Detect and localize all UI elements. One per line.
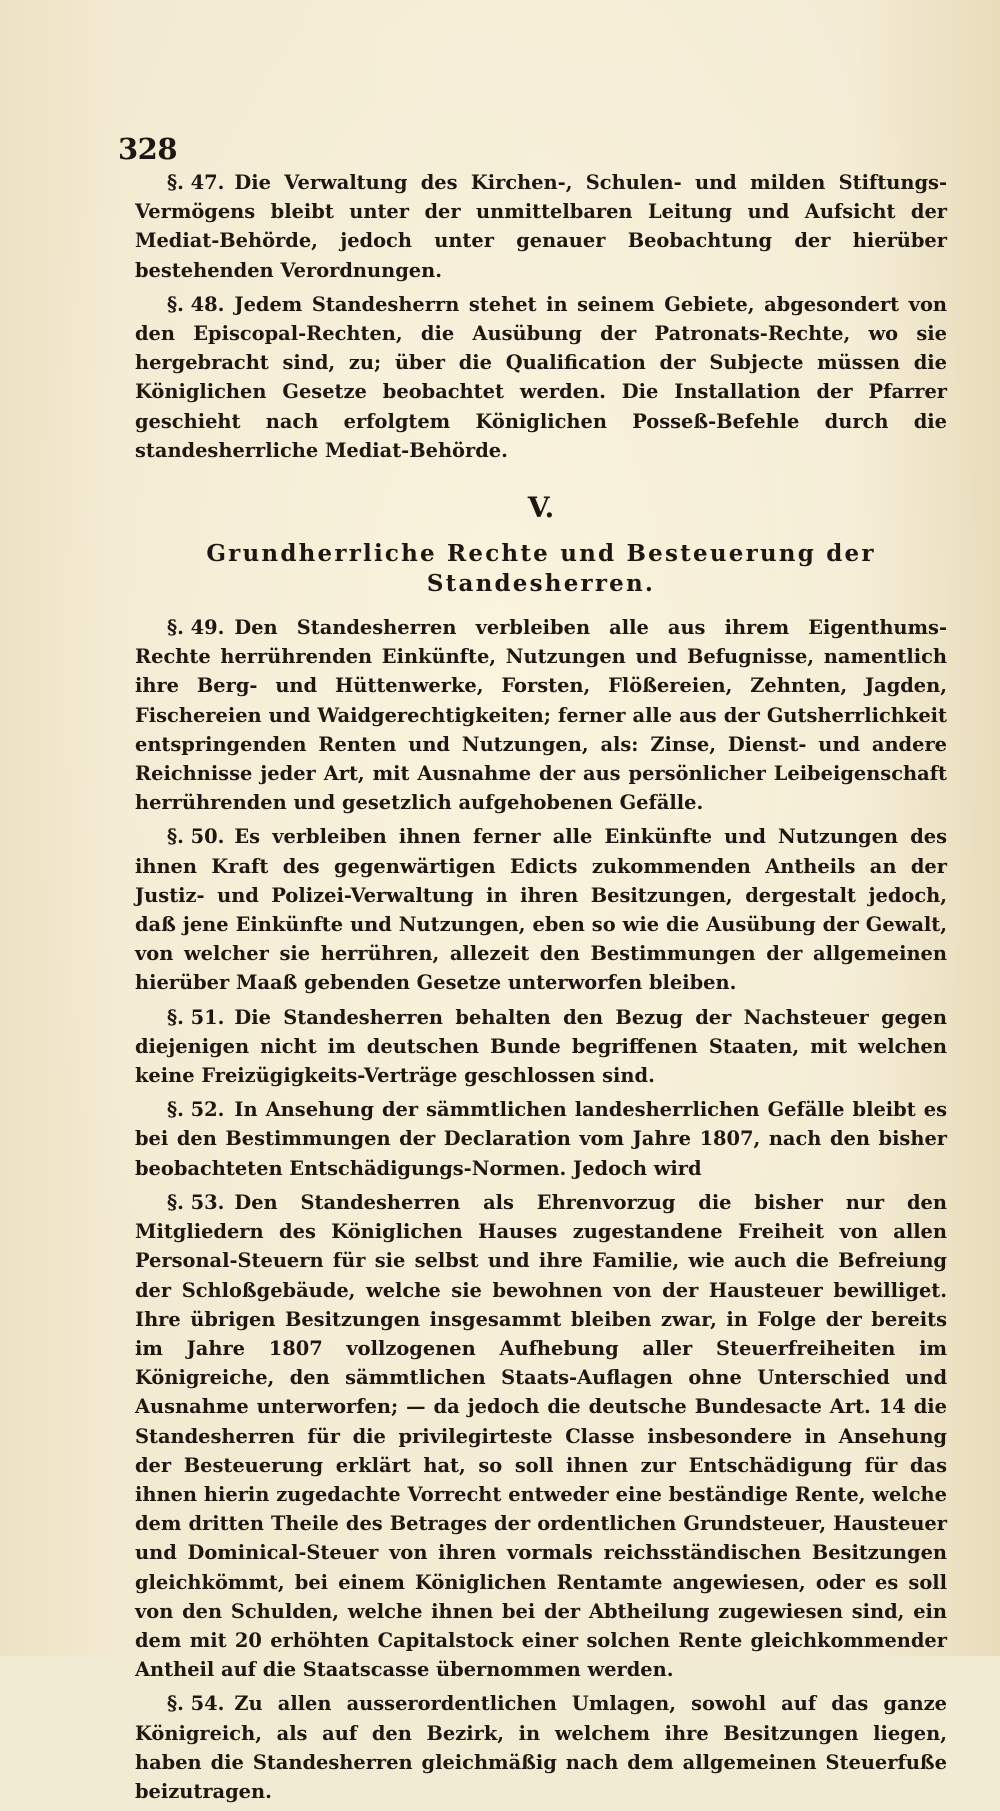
- section-number: §. 53.: [167, 1190, 225, 1214]
- paragraph-text: Die Verwaltung des Kirchen-, Schulen- und milden Stiftungs-Vermögens bleibt unter der unmittelbaren Leitung und Aufsicht der Mediat-Behörde, jedoch unter genauer Beobachtung der hierüber bestehenden Verordnungen.: [135, 171, 947, 282]
- paragraph-text: In Ansehung der sämmtlichen landesherrlichen Gefälle bleibt es bei den Bestimmungen der Declaration vom Jahre 1807, nach den bisher beobachteten Entschädigungs-Normen. Jedoch wird: [135, 1098, 947, 1180]
- paragraph-text: Die Standesherren behalten den Bezug der Nachsteuer gegen diejenigen nicht im deutschen Bunde begriffenen Staaten, mit welchen keine Freizügigkeits-Verträge geschlossen sind.: [135, 1005, 947, 1088]
- page-body: [135, 168, 947, 1811]
- paragraph-48: [135, 290, 947, 465]
- chapter-number: V.: [527, 491, 555, 525]
- paragraph-53: [135, 1188, 947, 1684]
- paragraph-50: [135, 822, 947, 997]
- paragraph-text: Zu allen ausserordentlichen Umlagen, sowohl auf das ganze Königreich, als auf den Bezirk, in welchem ihre Besitzungen liegen, haben die Standesherren gleichmäßig nach dem allgemeinen Steuerfuße beizutragen.: [135, 1692, 947, 1803]
- section-number: §. 49.: [167, 616, 225, 640]
- paragraph-49: [135, 613, 947, 817]
- section-number: §. 48.: [167, 292, 225, 316]
- paragraph-text: Den Standesherren als Ehrenvorzug die bisher nur den Mitgliedern des Königlichen Hauses zugestandene Freiheit von allen Personal-Steuern für sie selbst und ihre Familie, wie auch die Befreiung der Schloßgebäude, welche sie bewohnen von der Hausteuer bewilliget. Ihre übrigen Besitzungen insgesammt bleiben zwar, in Folge der bereits im Jahre 1807 vollzogenen Aufhebung aller Steuerfreiheiten im Königreiche, den sämmtlichen Staats-Auflagen ohne Unterschied und Ausnahme unterworfen; — da jedoch die deutsche Bundesacte Art. 14 die Standesherren für die privilegirteste Classe insbesondere in Ansehung der Besteuerung erklärt hat, so soll ihnen zur Entschädigung für das ihnen hierin zugedachte Vorrecht entweder eine beständige Rente, welche dem dritten Theile des Betrages der ordentlichen Grundsteuer, Hausteuer und Dominical-Steuer von ihren vormals reichsständischen Besitzungen gleichkömmt, bei einem Königlichen Rentamte angewiesen, oder es soll von den Schulden, welche ihnen bei der Abtheilung zugewiesen sind, ein dem mit 20 erhöhten Capitalstock einer solchen Rente gleichkommender Antheil auf die Staatscasse übernommen werden.: [135, 1190, 947, 1682]
- paragraph-text: Den Standesherren verbleiben alle aus ihrem Eigenthums-Rechte herrührenden Einkünfte, Nutzungen und Befugnisse, namentlich ihre Berg- und Hüttenwerke, Forsten, Flößereien, Zehnten, Jagden, Fischereien und Waidgerechtigkeiten; ferner alle aus der Gutsherrlichkeit entspringenden Renten und Nutzungen, als: Zinse, Dienst- und andere Reichnisse jeder Art, mit Ausnahme der aus persönlicher Leibeigenschaft herrührenden und gesetzlich aufgehobenen Gefälle.: [135, 616, 947, 815]
- section-number: §. 50.: [167, 825, 225, 849]
- section-number: §. 51.: [167, 1005, 225, 1029]
- paragraph-47: [135, 168, 947, 285]
- paragraph-text: Es verbleiben ihnen ferner alle Einkünfte und Nutzungen des ihnen Kraft des gegenwärtigen Edicts zukommenden Antheils an der Justiz- und Polizei-Verwaltung in ihren Besitzungen, dergestalt jedoch, daß jene Einkünfte und Nutzungen, eben so wie die Ausübung der Gewalt, von welcher sie herrühren, allezeit den Bestimmungen der allgemeinen hierüber Maaß gebenden Gesetze unterworfen bleiben.: [135, 825, 947, 995]
- section-number: §. 54.: [167, 1692, 225, 1716]
- section-number: §. 47.: [167, 171, 225, 194]
- paragraph-52: [135, 1095, 947, 1183]
- chapter-title: Grundherrliche Rechte und Besteuerung der Standesherren.: [206, 540, 876, 598]
- paragraph-text: Jedem Standesherrn stehet in seinem Gebiete, abgesondert von den Episcopal-Rechten, die Ausübung der Patronats-Rechte, wo sie hergebracht sind, zu; über die Qualification der Subjecte müssen die Königlichen Gesetze beobachtet werden. Die Installation der Pfarrer geschieht nach erfolgtem Königlichen Posseß-Befehle durch die standesherrliche Mediat-Behörde.: [135, 292, 947, 462]
- page-number: 328: [118, 132, 178, 166]
- paragraph-51: [135, 1003, 947, 1091]
- section-number: §. 52.: [167, 1098, 225, 1122]
- paragraph-54: [135, 1689, 947, 1806]
